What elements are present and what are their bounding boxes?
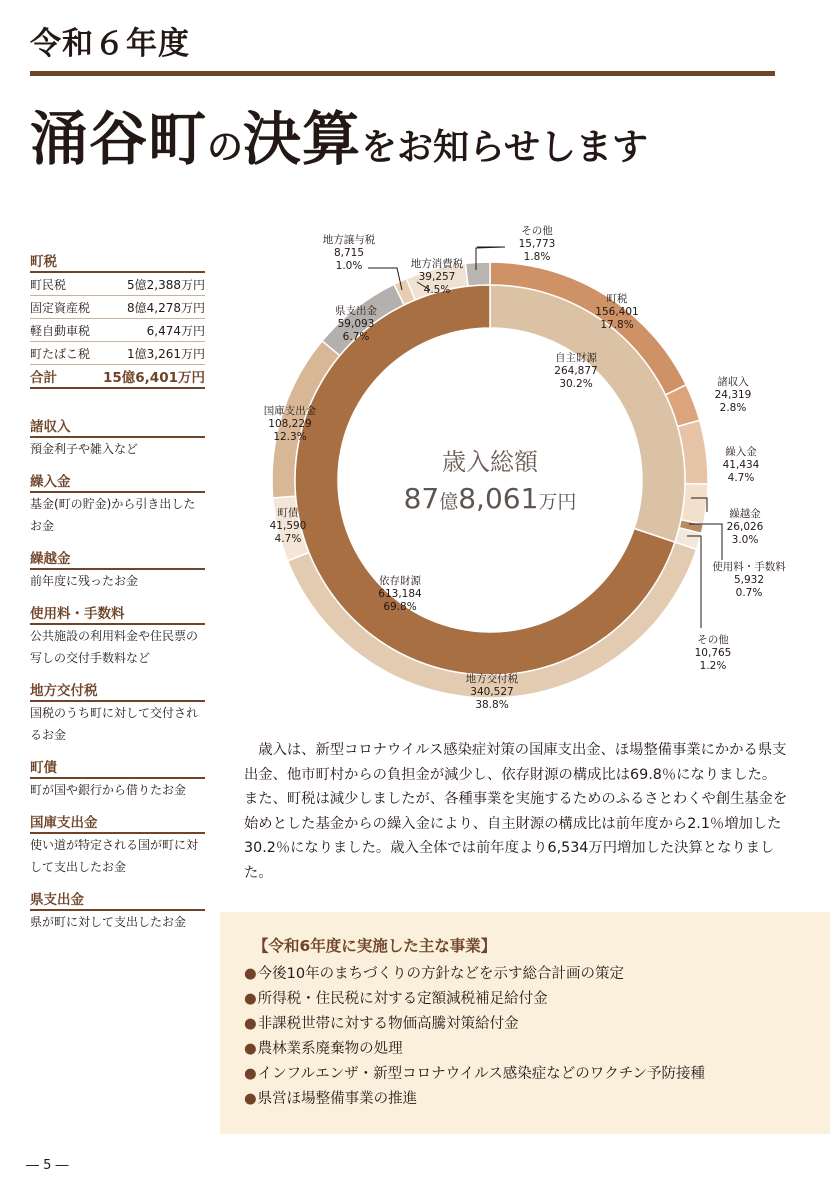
outer-label-10-value-label: 8,715 — [333, 247, 365, 259]
outer-label-9-percent: 6.7% — [342, 331, 370, 343]
inner-label-1-name: 依存財源 — [379, 575, 421, 587]
project-text: インフルエンザ・新型コロナウイルス感染症などのワクチン予防接種 — [257, 1066, 705, 1082]
outer-label-6-value-label: 340,527 — [470, 686, 514, 698]
tax-amount: 8億4,278万円 — [95, 296, 205, 319]
project-item — [244, 1087, 705, 1112]
tax-heading: 町税 — [30, 250, 205, 273]
title-tail: をお知らせします — [361, 127, 648, 168]
title-budget: 決算 — [243, 105, 362, 173]
glossary-term-local-allocation-tax: 地方交付税 — [30, 679, 205, 702]
tax-name: 町たばこ税 — [30, 342, 95, 365]
glossary-desc-national-subsidy: 使い道が特定される国が町に対して支出したお金 — [30, 838, 199, 874]
main-projects-box — [220, 912, 830, 1134]
project-item — [244, 987, 705, 1012]
bullet-icon: ● — [244, 991, 257, 1007]
tax-amount: 5億2,388万円 — [95, 273, 205, 296]
inner-label-0-value-label: 264,877 — [554, 365, 598, 377]
bullet-icon: ● — [244, 1066, 257, 1082]
outer-label-10-percent: 1.0% — [335, 260, 363, 272]
tax-amount: 1億3,261万円 — [95, 342, 205, 365]
outer-label-7-percent: 4.7% — [274, 533, 302, 545]
outer-label-2-name: 繰入金 — [725, 446, 757, 458]
glossary-term-town-bond: 町債 — [30, 756, 205, 779]
outer-label-12-name: その他 — [521, 225, 553, 237]
bullet-icon: ● — [244, 966, 257, 982]
bullet-icon: ● — [244, 1091, 257, 1107]
bullet-icon: ● — [244, 1016, 257, 1032]
glossary-desc-local-allocation-tax: 国税のうち町に対して交付されるお金 — [30, 706, 199, 742]
outer-label-12-percent: 1.8% — [523, 251, 551, 263]
page-number: ― 5 ― — [26, 1158, 69, 1173]
title-town: 涌谷町 — [30, 105, 208, 173]
project-text: 非課税世帯に対する物価高騰対策給付金 — [257, 1016, 519, 1032]
outer-label-4-percent: 0.7% — [735, 587, 763, 599]
project-text: 農林業系廃棄物の処理 — [257, 1041, 403, 1057]
outer-label-8-name: 国庫支出金 — [263, 405, 317, 417]
outer-label-11-name: 地方消費税 — [410, 258, 464, 270]
outer-label-6-percent: 38.8% — [475, 699, 509, 711]
outer-label-3-percent: 3.0% — [731, 534, 759, 546]
outer-label-5-value-label: 10,765 — [694, 647, 732, 659]
tax-name: 町民税 — [30, 273, 95, 296]
project-text: 県営ほ場整備事業の推進 — [257, 1091, 418, 1107]
glossary-desc-transfer-in: 基金(町の貯金)から引き出したお金 — [30, 497, 196, 533]
outer-label-8-value-label: 108,229 — [268, 418, 312, 430]
glossary-desc-fees: 公共施設の利用料金や住民票の写しの交付手数料など — [30, 629, 199, 665]
project-item — [244, 1062, 705, 1087]
outer-label-11-value-label: 39,257 — [418, 271, 456, 283]
outer-label-12-value-label: 15,773 — [518, 238, 556, 250]
outer-label-3-value-label: 26,026 — [726, 521, 764, 533]
glossary-term-misc-income: 諸収入 — [30, 415, 205, 438]
outer-label-7-name: 町債 — [277, 507, 299, 519]
glossary-desc-prefectural-subsidy: 県が町に対して支出したお金 — [30, 915, 187, 929]
outer-label-4-name: 使用料・手数料 — [712, 561, 786, 573]
outer-label-4-value-label: 5,932 — [733, 574, 765, 586]
tax-total-label: 合計 — [30, 365, 95, 389]
bullet-icon: ● — [244, 1041, 257, 1057]
outer-label-5-percent: 1.2% — [699, 660, 727, 672]
outer-label-9-value-label: 59,093 — [337, 318, 375, 330]
inner-ring — [295, 285, 685, 675]
outer-label-8-percent: 12.3% — [273, 431, 307, 443]
glossary-term-transfer-in: 繰入金 — [30, 470, 205, 493]
projects-list — [244, 962, 705, 1112]
center-value: 87億8,061万円 — [403, 482, 577, 515]
inner-label-0-name: 自主財源 — [555, 352, 597, 364]
tax-total-amount: 15億6,401万円 — [95, 365, 205, 389]
outer-label-7-value-label: 41,590 — [269, 520, 307, 532]
outer-label-6-name: 地方交付税 — [465, 673, 519, 685]
outer-label-3-name: 繰越金 — [729, 508, 761, 520]
outer-label-0-value-label: 156,401 — [595, 306, 639, 318]
project-text: 所得税・住民税に対する定額減税補足給付金 — [257, 991, 548, 1007]
glossary-desc-carryover: 前年度に残ったお金 — [30, 574, 139, 588]
project-item — [244, 962, 705, 987]
glossary-term-carryover: 繰越金 — [30, 547, 205, 570]
outer-label-0-name: 町税 — [606, 293, 628, 305]
inner-label-1-value-label: 613,184 — [378, 588, 422, 600]
outer-label-0-percent: 17.8% — [600, 319, 634, 331]
projects-title: 【令和6年度に実施した主な事業】 — [253, 937, 497, 955]
inner-label-0-percent: 30.2% — [559, 378, 593, 390]
project-text: 今後10年のまちづくりの方針などを示す総合計画の策定 — [257, 966, 624, 982]
project-item — [244, 1012, 705, 1037]
outer-label-1-value-label: 24,319 — [714, 389, 752, 401]
outer-label-2-percent: 4.7% — [727, 472, 755, 484]
glossary-desc-misc-income: 預金利子や雑入など — [30, 442, 139, 456]
outer-label-2-value-label: 41,434 — [722, 459, 760, 471]
center-label: 歳入総額 — [442, 448, 538, 476]
inner-label-1-percent: 69.8% — [383, 601, 417, 613]
glossary-term-fees: 使用料・手数料 — [30, 602, 205, 625]
outer-label-11-percent: 4.5% — [423, 284, 451, 296]
summary-paragraph: 歳入は、新型コロナウイルス感染症対策の国庫支出金、ほ場整備事業にかかる県支出金、他市町村からの負担金が減少し、依存財源の構成比は69.8％になりました。また、町税は減少しましたが、各種事業を実施するためのふるさとわくや創生基金を始めとした基金からの繰入金により、自主財源の構成比は前年度から2.1％増加した30.2％になりました。歳入全体では前年度より6,534万円増加した決算となりました。 — [244, 742, 788, 881]
outer-label-10-name: 地方譲与税 — [322, 234, 376, 246]
outer-label-1-name: 諸収入 — [717, 376, 749, 388]
glossary-term-prefectural-subsidy: 県支出金 — [30, 888, 205, 911]
glossary-desc-town-bond: 町が国や銀行から借りたお金 — [30, 783, 187, 797]
outer-label-9-name: 県支出金 — [335, 305, 377, 317]
project-item — [244, 1037, 705, 1062]
outer-slice-12 — [465, 262, 490, 286]
glossary-term-national-subsidy: 国庫支出金 — [30, 811, 205, 834]
era-heading: 令和６年度 — [30, 26, 190, 62]
tax-amount: 6,474万円 — [95, 319, 205, 342]
tax-name: 固定資産税 — [30, 296, 95, 319]
outer-label-1-percent: 2.8% — [719, 402, 747, 414]
tax-name: 軽自動車税 — [30, 319, 95, 342]
title-no: の — [207, 127, 244, 168]
outer-label-5-name: その他 — [697, 634, 729, 646]
